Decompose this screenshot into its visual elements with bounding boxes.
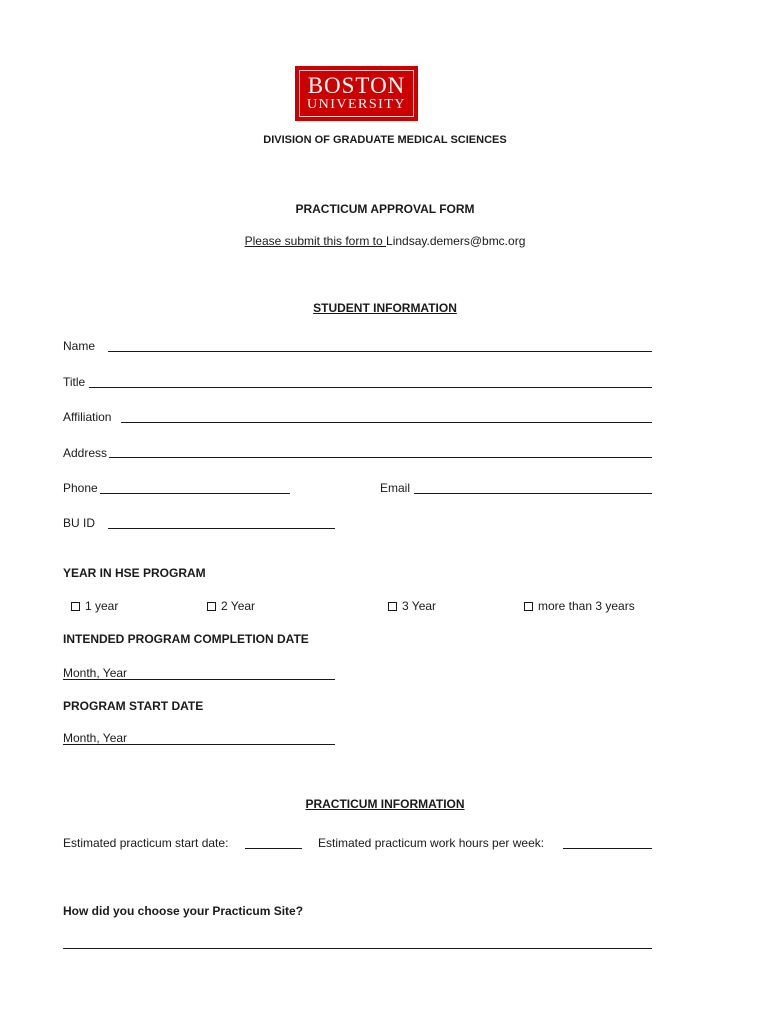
- email-label: Email: [380, 481, 411, 495]
- year-option-2-label: 2 Year: [221, 599, 256, 613]
- title-label: Title: [63, 375, 86, 389]
- form-title: PRACTICUM APPROVAL FORM: [295, 202, 475, 216]
- title-field[interactable]: [89, 387, 652, 388]
- affiliation-label: Affiliation: [63, 410, 112, 424]
- name-label: Name: [63, 339, 96, 353]
- completion-date-field[interactable]: [63, 679, 335, 680]
- practicum-start-label: Estimated practicum start date:: [63, 836, 229, 850]
- checkbox-2-year[interactable]: [207, 602, 216, 611]
- year-option-3[interactable]: [388, 599, 436, 613]
- name-field[interactable]: [108, 351, 652, 352]
- submit-prefix: Please submit this form to: [244, 234, 387, 248]
- student-info-heading: STUDENT INFORMATION: [313, 301, 457, 315]
- year-option-4[interactable]: [524, 599, 635, 613]
- practicum-site-question: How did you choose your Practicum Site?: [63, 904, 304, 918]
- year-option-2[interactable]: [207, 599, 255, 613]
- checkbox-more-than-3-years[interactable]: [524, 602, 533, 611]
- boston-university-logo: [295, 66, 418, 121]
- logo-line-2: UNIVERSITY: [307, 96, 406, 112]
- phone-field[interactable]: [100, 493, 290, 494]
- submit-email[interactable]: Lindsay.demers@bmc.org: [386, 234, 526, 248]
- practicum-start-field[interactable]: [245, 848, 302, 849]
- phone-label: Phone: [63, 481, 98, 495]
- start-heading: PROGRAM START DATE: [63, 699, 204, 713]
- address-label: Address: [63, 446, 108, 460]
- practicum-site-answer-field[interactable]: [63, 948, 652, 949]
- buid-label: BU ID: [63, 516, 96, 530]
- year-option-3-label: 3 Year: [402, 599, 437, 613]
- completion-field-label: Month, Year: [63, 666, 128, 680]
- affiliation-field[interactable]: [121, 422, 652, 423]
- email-field[interactable]: [414, 493, 652, 494]
- year-option-1[interactable]: [71, 599, 118, 613]
- checkbox-1-year[interactable]: [71, 602, 80, 611]
- checkbox-3-year[interactable]: [388, 602, 397, 611]
- year-option-1-label: 1 year: [85, 599, 119, 613]
- start-date-field[interactable]: [63, 744, 335, 745]
- logo-line-1: BOSTON: [307, 72, 406, 98]
- submit-instruction: [0, 234, 770, 248]
- year-heading: YEAR IN HSE PROGRAM: [63, 566, 206, 580]
- year-option-4-label: more than 3 years: [538, 599, 635, 613]
- address-field[interactable]: [109, 457, 652, 458]
- buid-field[interactable]: [108, 528, 335, 529]
- practicum-info-heading: PRACTICUM INFORMATION: [305, 797, 465, 811]
- practicum-hours-field[interactable]: [563, 848, 652, 849]
- completion-heading: INTENDED PROGRAM COMPLETION DATE: [63, 632, 309, 646]
- start-field-label: Month, Year: [63, 731, 128, 745]
- practicum-hours-label: Estimated practicum work hours per week:: [318, 836, 545, 850]
- division-heading: DIVISION OF GRADUATE MEDICAL SCIENCES: [263, 134, 507, 146]
